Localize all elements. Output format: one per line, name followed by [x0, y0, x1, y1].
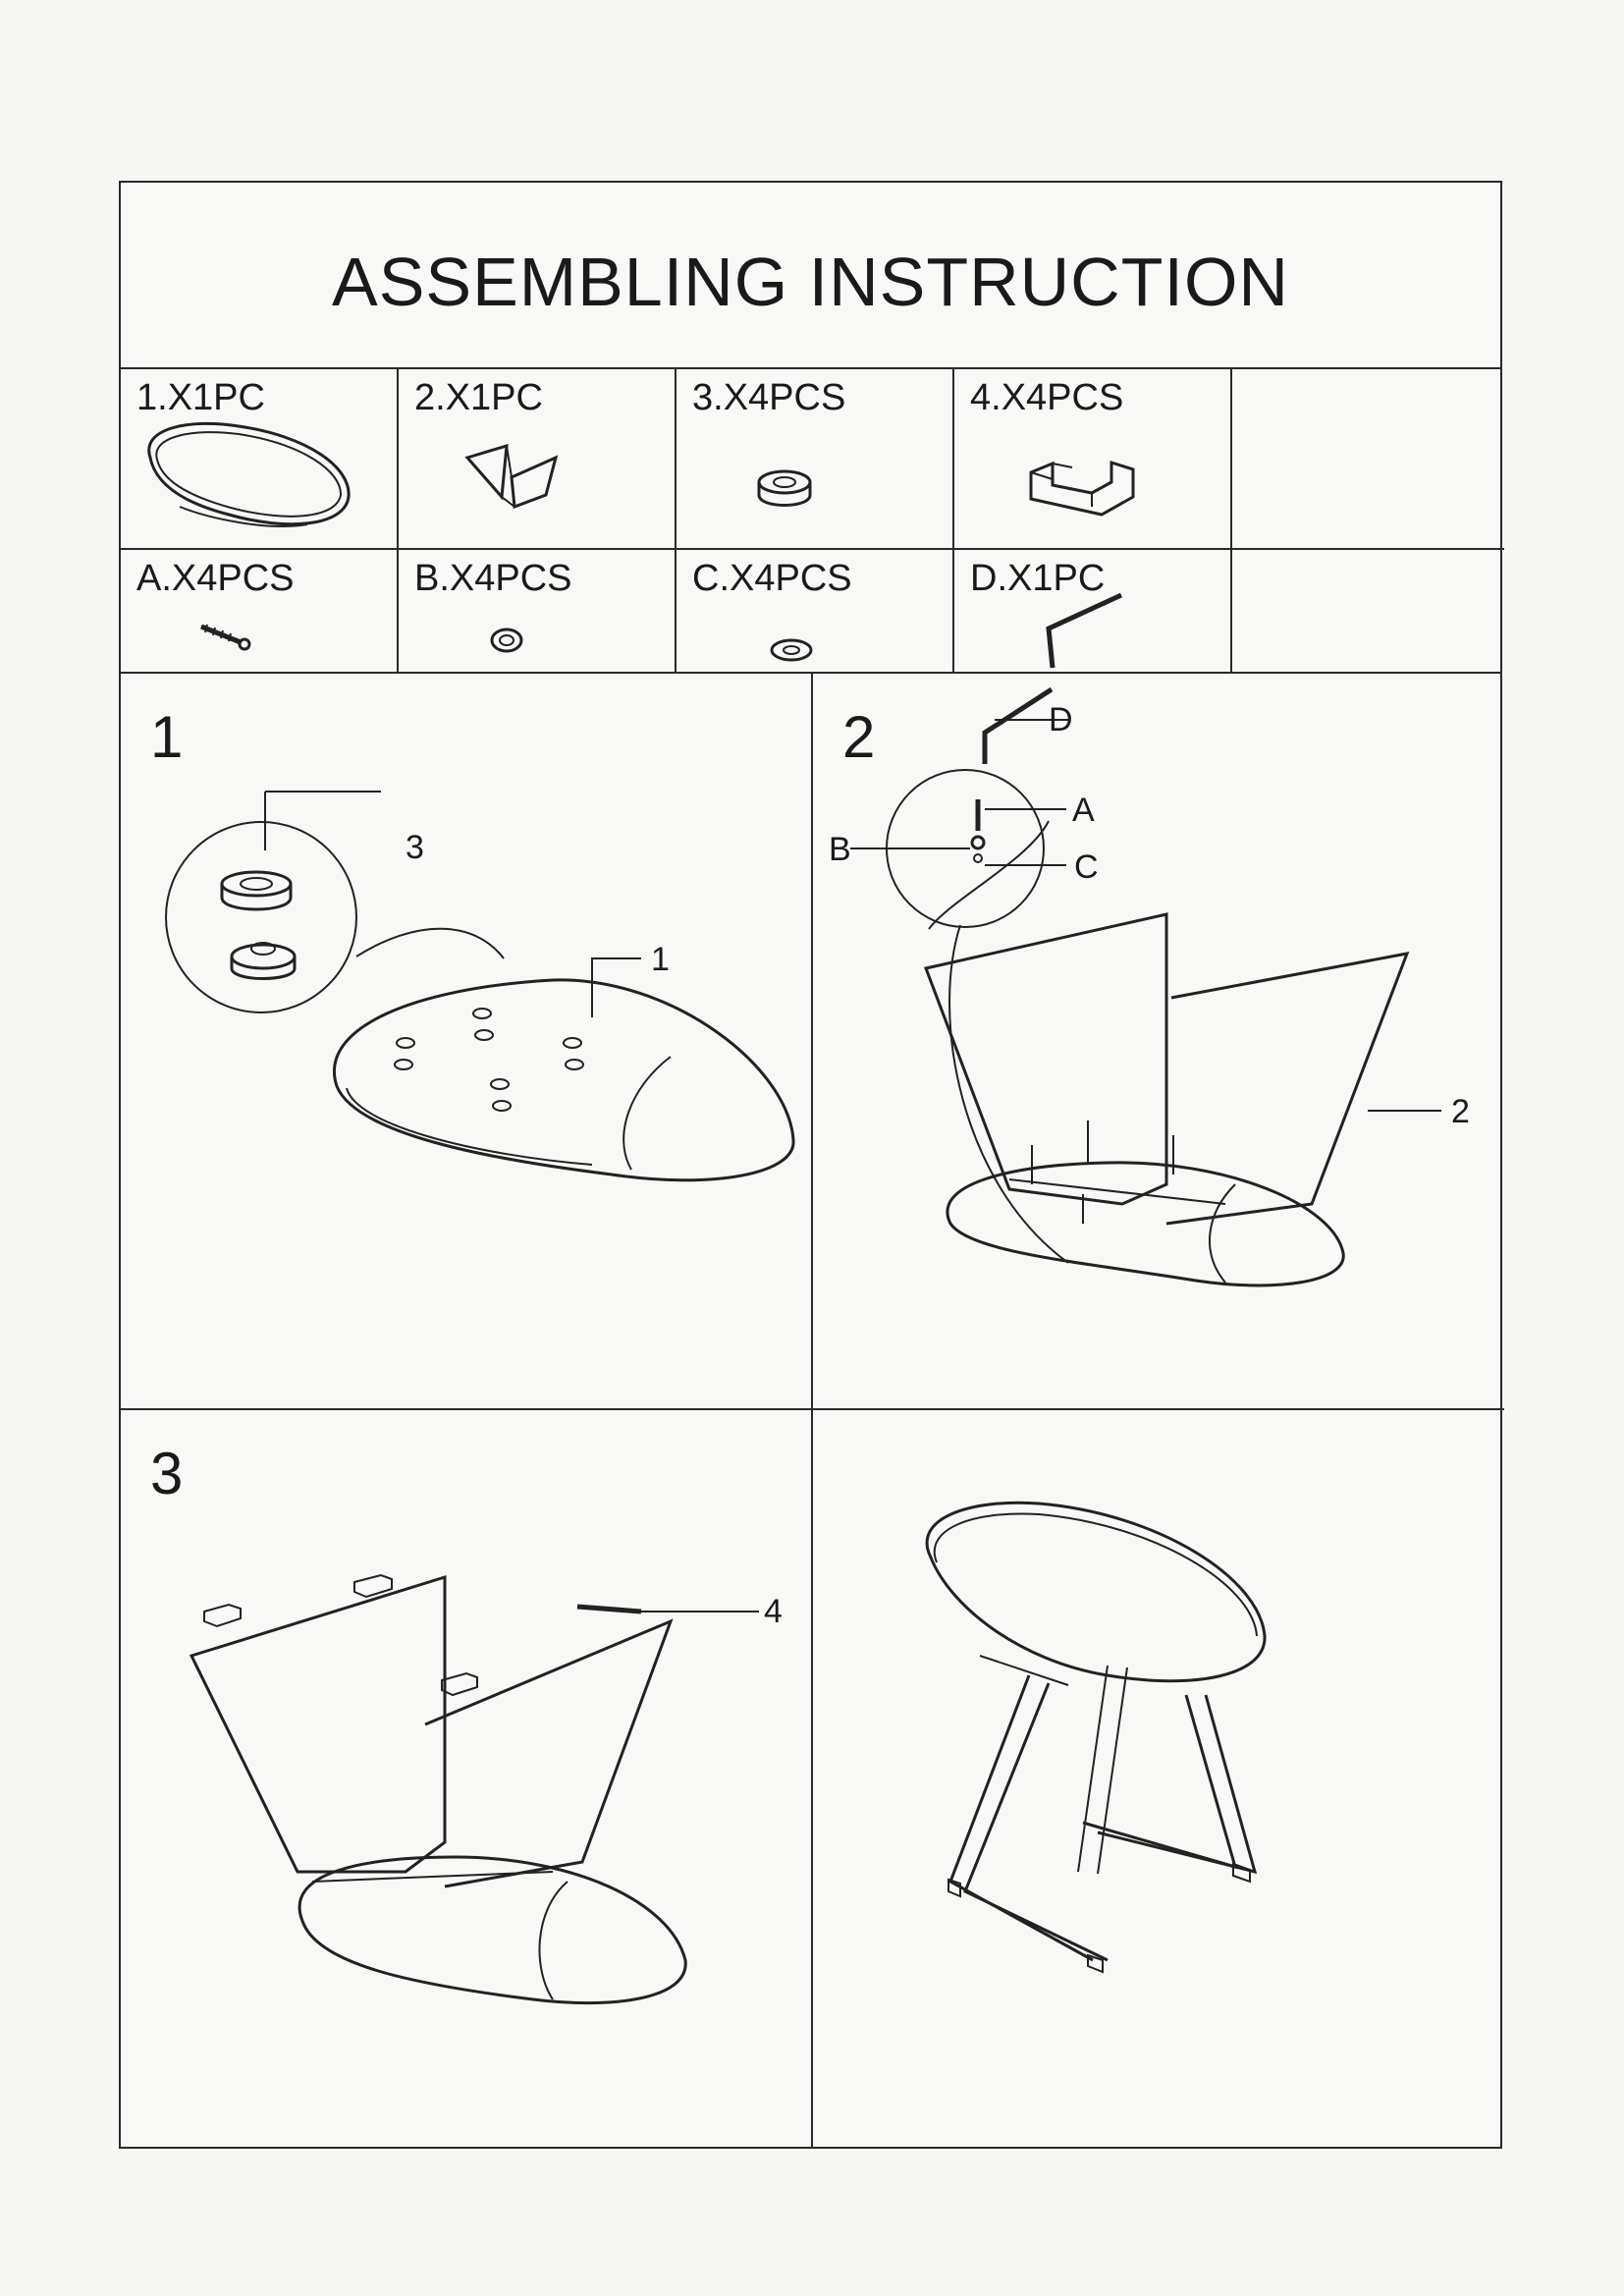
part-cell-1: [121, 369, 399, 548]
part-cell-empty: [1232, 548, 1504, 674]
part-label-c: C.X4PCS: [692, 558, 852, 599]
page-title: ASSEMBLING INSTRUCTION: [332, 244, 1289, 320]
flat-washer-icon: [677, 550, 952, 674]
callout-d: D: [1049, 701, 1073, 738]
step-2-diagram: [813, 674, 1504, 1410]
part-label-4: 4.X4PCS: [970, 377, 1124, 418]
parts-table: [121, 369, 1500, 674]
allen-key-icon: [954, 550, 1230, 674]
part-label-2: 2.X1PC: [414, 377, 543, 418]
part-cell-5: [1232, 369, 1504, 548]
step-number: 1: [150, 704, 184, 770]
foot-cap-icon: [954, 369, 1230, 548]
part-cell-d: [954, 548, 1232, 674]
callout-b: B: [829, 831, 851, 868]
spacer-ring-icon: [677, 369, 952, 548]
part-cell-c: [677, 548, 954, 674]
part-label-d: D.X1PC: [970, 558, 1106, 599]
finished-chair-diagram: [813, 1410, 1504, 2149]
step-number: 3: [150, 1441, 184, 1506]
bolt-icon: [121, 550, 397, 674]
step-3-panel: [121, 1410, 813, 2149]
callout-1: 1: [651, 941, 670, 978]
step-3-diagram: [121, 1410, 813, 2149]
step-2-panel: [813, 674, 1504, 1410]
step-4-panel: [813, 1410, 1504, 2149]
part-cell-a: [121, 548, 399, 674]
instruction-sheet: [119, 181, 1502, 2149]
seat-shell-icon: [121, 369, 397, 548]
spring-washer-icon: [399, 550, 675, 674]
step-number: 2: [842, 704, 876, 770]
part-cell-3: [677, 369, 954, 548]
part-label-1: 1.X1PC: [136, 377, 265, 418]
callout-2: 2: [1451, 1093, 1470, 1130]
part-cell-4: [954, 369, 1232, 548]
step-1-diagram: [121, 674, 813, 1410]
title-row: [121, 183, 1500, 369]
callout-c: C: [1074, 848, 1099, 886]
part-label-3: 3.X4PCS: [692, 377, 846, 418]
callout-4: 4: [764, 1593, 783, 1630]
part-cell-b: [399, 548, 677, 674]
step-1-panel: [121, 674, 813, 1410]
callout-a: A: [1072, 792, 1095, 829]
part-label-b: B.X4PCS: [414, 558, 572, 599]
callout-3: 3: [406, 829, 424, 866]
part-cell-2: [399, 369, 677, 548]
part-label-a: A.X4PCS: [136, 558, 295, 599]
wire-frame-icon: [399, 369, 675, 548]
